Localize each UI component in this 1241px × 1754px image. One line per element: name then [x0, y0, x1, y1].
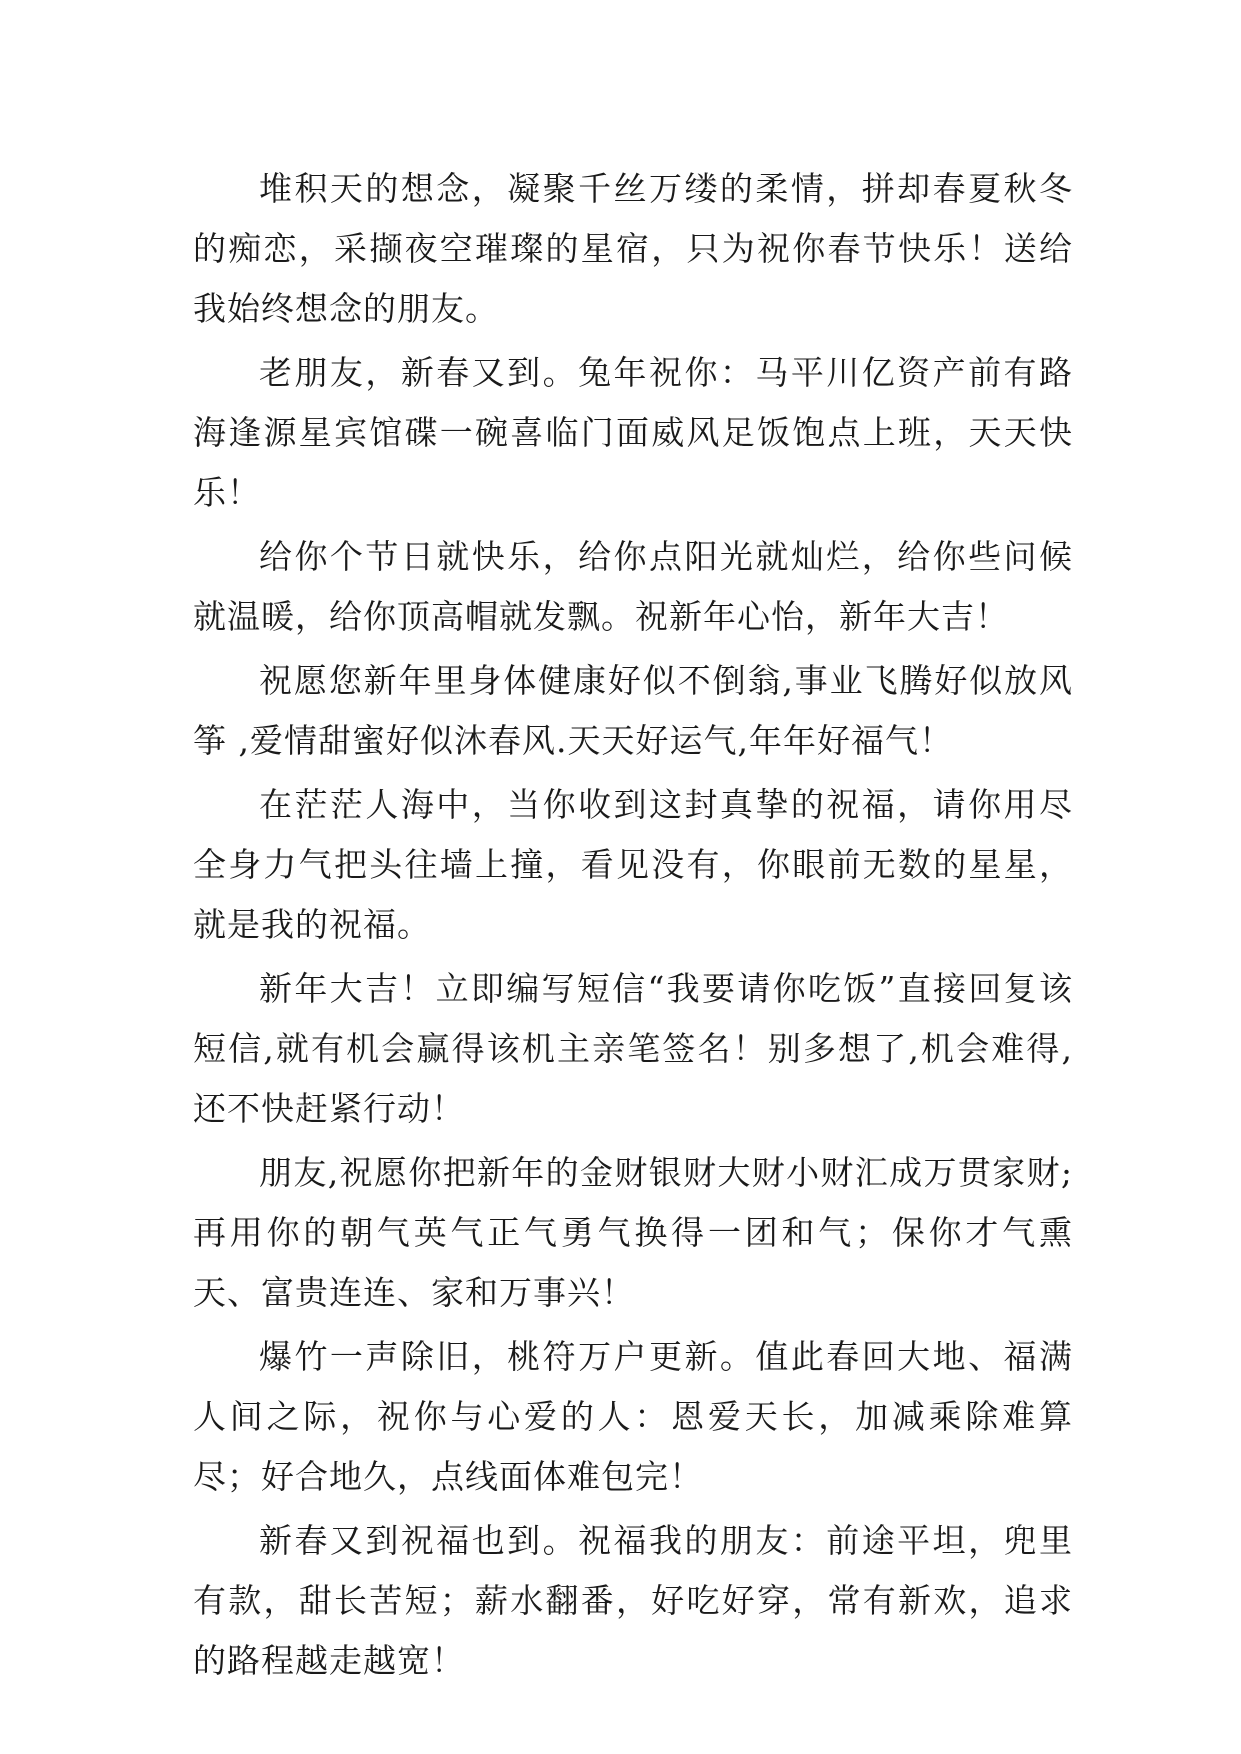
paragraph-1: 堆积天的想念，凝聚千丝万缕的柔情，拼却春夏秋冬的痴恋，采撷夜空璀璨的星宿，只为祝你春节快乐！送给我始终想念的朋友。 [193, 169, 1073, 328]
document-page [193, 159, 1073, 1695]
paragraph-7: 朋友,祝愿你把新年的金财银财大财小财汇成万贯家财;再用你的朝气英气正气勇气换得一团和气；保你才气熏天、富贵连连、家和万事兴！ [193, 1153, 1073, 1312]
paragraph-4: 祝愿您新年里身体健康好似不倒翁,事业飞腾好似放风筝 ,爱情甜蜜好似沐春风.天天好运气,年年好福气！ [193, 661, 1073, 760]
paragraph-8: 爆竹一声除旧，桃符万户更新。值此春回大地、福满人间之际，祝你与心爱的人：恩爱天长，加减乘除难算尽；好合地久，点线面体难包完！ [193, 1337, 1073, 1496]
paragraph-5: 在茫茫人海中，当你收到这封真挚的祝福，请你用尽全身力气把头往墙上撞，看见没有，你眼前无数的星星，就是我的祝福。 [193, 785, 1073, 944]
paragraph-9: 新春又到祝福也到。祝福我的朋友：前途平坦，兜里有款，甜长苦短；薪水翻番，好吃好穿，常有新欢，追求的路程越走越宽！ [193, 1521, 1073, 1680]
paragraph-6: 新年大吉！立即编写短信“我要请你吃饭”直接回复该短信,就有机会赢得该机主亲笔签名！别多想了,机会难得,还不快赶紧行动！ [193, 969, 1073, 1128]
paragraph-2: 老朋友，新春又到。兔年祝你：马平川亿资产前有路海逢源星宾馆碟一碗喜临门面威风足饭饱点上班，天天快乐！ [193, 353, 1073, 512]
paragraph-3: 给你个节日就快乐，给你点阳光就灿烂，给你些问候就温暖，给你顶高帽就发飘。祝新年心怡，新年大吉！ [193, 537, 1073, 636]
